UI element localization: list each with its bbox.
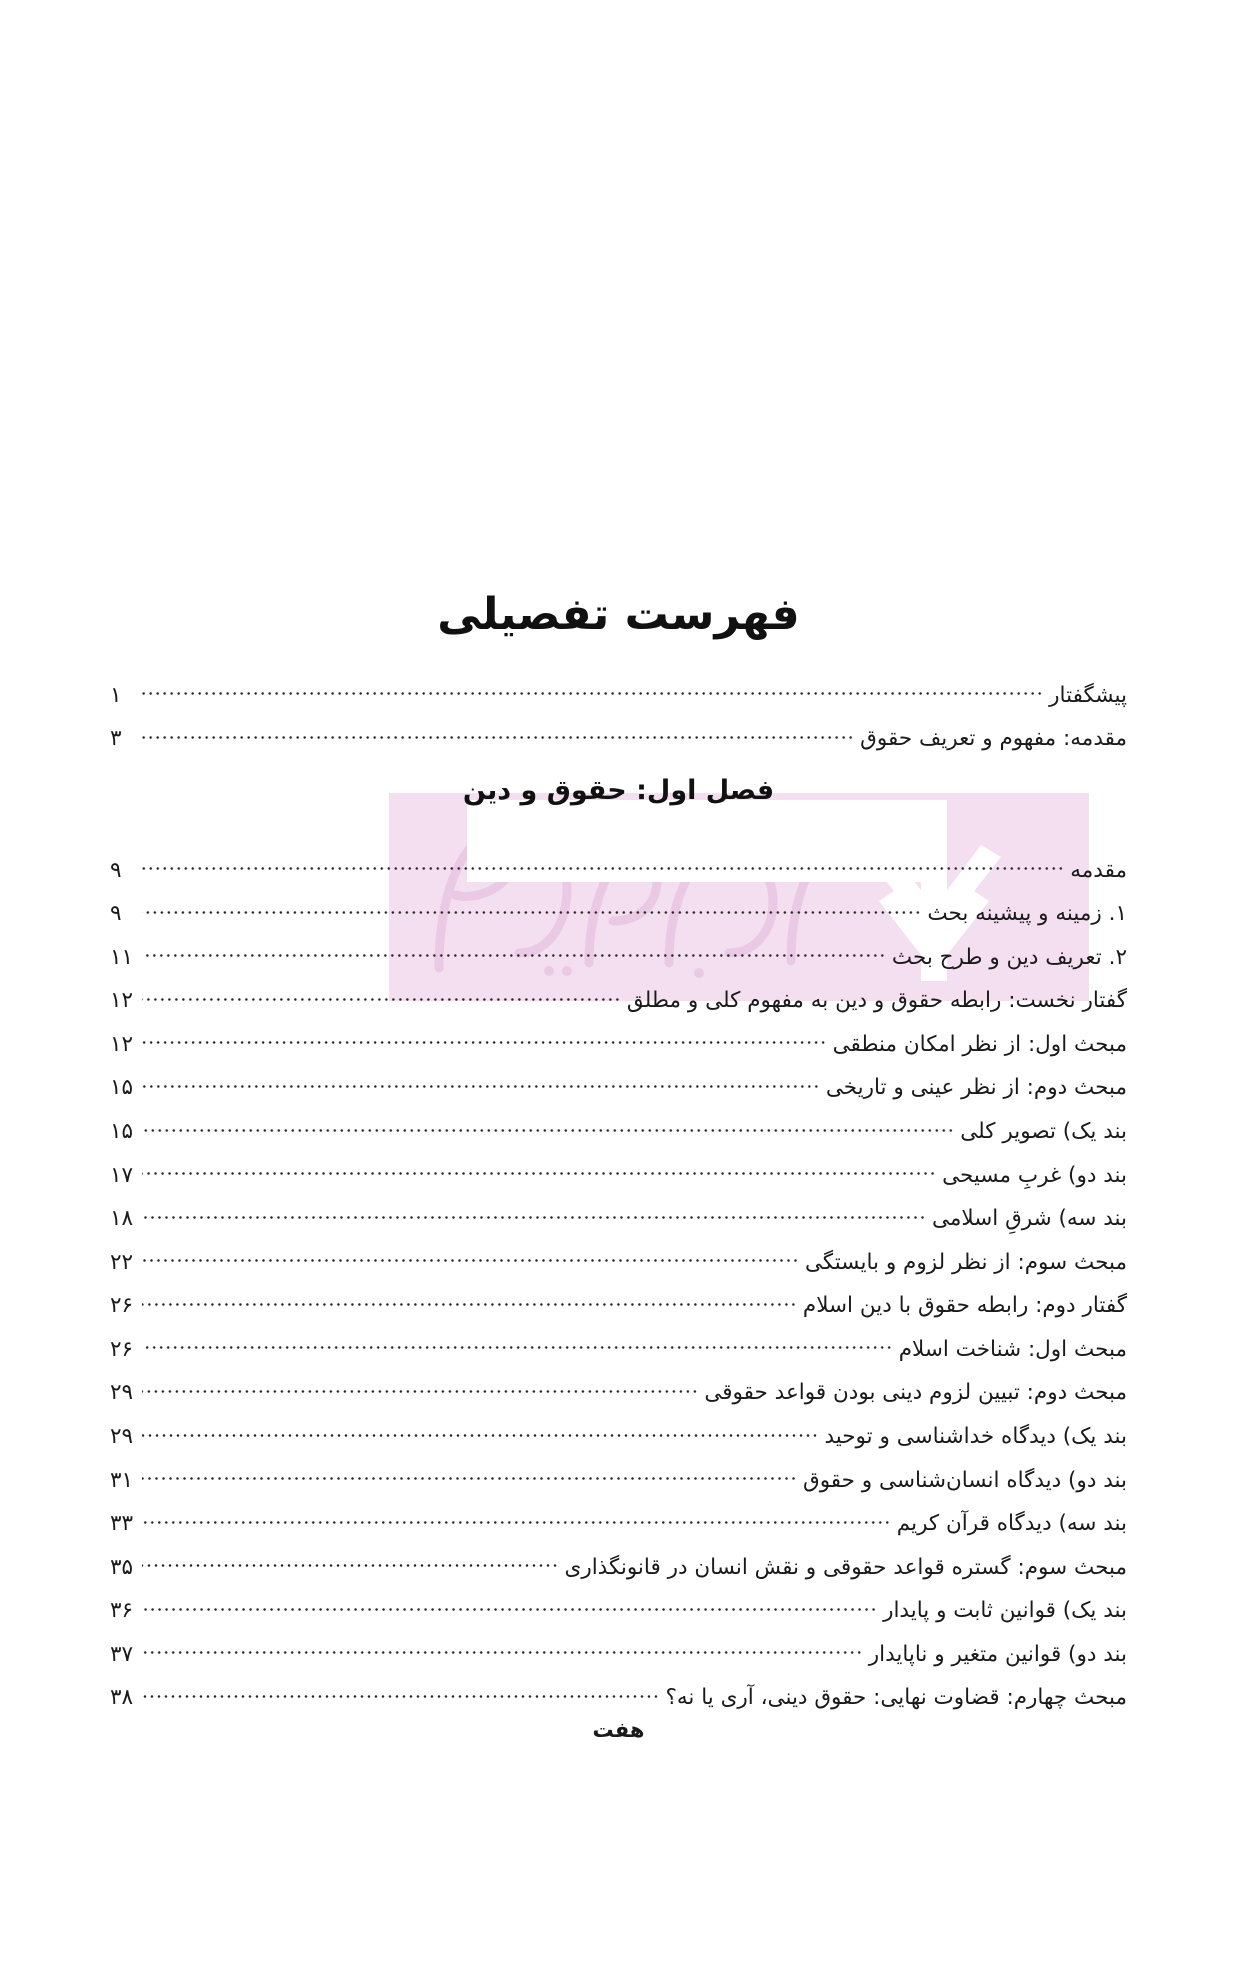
chapter-title: فصل اول: حقوق و دین bbox=[462, 775, 775, 807]
toc-page-number: ۲۹ bbox=[110, 1380, 134, 1406]
toc-page-number: ۳۱ bbox=[110, 1467, 134, 1493]
toc-entry-section-two-historical[interactable] bbox=[110, 1073, 1127, 1100]
toc-leader-dots bbox=[142, 1073, 820, 1095]
toc-page-number: ۳۸ bbox=[110, 1685, 134, 1711]
toc-entry-label: ۲. تعریف دین و طرح بحث bbox=[891, 944, 1127, 970]
toc-leader-dots bbox=[142, 1639, 863, 1661]
toc-leader-dots bbox=[142, 1465, 797, 1487]
toc-leader-dots bbox=[142, 1160, 936, 1182]
toc-entry-section-four-final-judgement[interactable] bbox=[110, 1683, 1127, 1710]
toc-entry-label: گفتار نخست: رابطه حقوق و دین به مفهوم کلی و مطلق bbox=[626, 988, 1127, 1014]
toc-leader-dots bbox=[142, 855, 1064, 877]
toc-entry-clause-three-islamic-east[interactable] bbox=[110, 1204, 1127, 1231]
toc-entry-label: بند دو) غربِ مسیحی bbox=[942, 1162, 1127, 1188]
toc-entry-label: مبحث دوم: از نظر عینی و تاریخی bbox=[825, 1075, 1127, 1101]
toc-entry-label: بند دو) دیدگاه انسان‌شناسی و حقوق bbox=[803, 1467, 1127, 1493]
toc-entry-label: مقدمه: مفهوم و تعریف حقوق bbox=[860, 726, 1127, 752]
toc-leader-dots bbox=[142, 1117, 954, 1139]
toc-leader-dots bbox=[142, 942, 886, 964]
toc-entry-label: بند دو) قوانین متغیر و ناپایدار bbox=[868, 1641, 1127, 1667]
toc-page-number: ۱۵ bbox=[110, 1075, 134, 1101]
toc-entry-background[interactable] bbox=[110, 899, 1127, 926]
toc-entry-section-two-religious-necessity[interactable] bbox=[110, 1378, 1127, 1405]
toc-page-number: ۲۲ bbox=[110, 1249, 134, 1275]
toc-leader-dots bbox=[142, 680, 1043, 702]
toc-entry-label: ۱. زمینه و پیشینه بحث bbox=[927, 901, 1127, 927]
toc-entry-label: بند سه) دیدگاه قرآن کریم bbox=[896, 1511, 1127, 1537]
page-title: فهرست تفصیلی bbox=[437, 589, 800, 641]
toc-page-number: ۲۶ bbox=[110, 1336, 134, 1362]
toc-entry-clause-one-fixed-laws[interactable] bbox=[110, 1596, 1127, 1623]
toc-entry-discourse-two[interactable] bbox=[110, 1291, 1127, 1318]
toc-page-number: ۹ bbox=[110, 857, 122, 883]
toc-entry-introduction[interactable] bbox=[110, 724, 1127, 751]
page-folio: هفت bbox=[592, 1718, 645, 1742]
toc-page-number: ۱ bbox=[110, 682, 122, 708]
toc-leader-dots bbox=[142, 1204, 926, 1226]
toc-page-number: ۹ bbox=[110, 901, 122, 927]
toc-entry-chapter-intro[interactable] bbox=[110, 855, 1127, 882]
toc-leader-dots bbox=[142, 1378, 698, 1400]
toc-page-number: ۳۷ bbox=[110, 1641, 134, 1667]
toc-page-number: ۳۶ bbox=[110, 1598, 134, 1624]
toc-entry-preface[interactable] bbox=[110, 680, 1127, 707]
toc-page-number: ۲۶ bbox=[110, 1293, 134, 1319]
toc-page-number: ۱۱ bbox=[110, 944, 134, 970]
toc-entry-label: مبحث چهارم: قضاوت نهایی: حقوق دینی، آری یا نه؟ bbox=[665, 1685, 1127, 1711]
toc-entry-clause-two-christian-west[interactable] bbox=[110, 1160, 1127, 1187]
toc-page-number: ۳۳ bbox=[110, 1511, 134, 1537]
toc-page-number: ۱۸ bbox=[110, 1206, 134, 1232]
toc-entry-clause-three-quran[interactable] bbox=[110, 1509, 1127, 1536]
toc-entry-clause-two-anthropology[interactable] bbox=[110, 1465, 1127, 1492]
toc-entry-label: پیشگفتار bbox=[1049, 682, 1127, 708]
toc-entry-label: گفتار دوم: رابطه حقوق با دین اسلام bbox=[802, 1293, 1127, 1319]
toc-entry-label: بند یک) قوانین ثابت و پایدار bbox=[883, 1598, 1127, 1624]
toc-entry-clause-one-theology[interactable] bbox=[110, 1421, 1127, 1448]
toc-entry-section-three-scope[interactable] bbox=[110, 1552, 1127, 1579]
toc-entry-section-one-knowing-islam[interactable] bbox=[110, 1334, 1127, 1361]
toc-leader-dots bbox=[142, 724, 854, 746]
table-of-contents bbox=[110, 680, 1127, 1726]
toc-page-number: ۲۹ bbox=[110, 1423, 134, 1449]
toc-leader-dots bbox=[142, 899, 921, 921]
toc-entry-label: مبحث سوم: گستره قواعد حقوقی و نقش انسان در قانونگذاری bbox=[564, 1554, 1127, 1580]
toc-entry-label: مبحث سوم: از نظر لزوم و بایستگی bbox=[805, 1249, 1127, 1275]
toc-leader-dots bbox=[142, 1421, 818, 1443]
toc-leader-dots bbox=[142, 986, 621, 1008]
toc-page-number: ۱۵ bbox=[110, 1119, 134, 1144]
toc-leader-dots bbox=[142, 1291, 797, 1313]
toc-page-number: ۱۲ bbox=[110, 988, 134, 1014]
toc-leader-dots bbox=[142, 1029, 827, 1051]
toc-page-number: ۱۷ bbox=[110, 1162, 134, 1188]
toc-entry-label: مبحث اول: شناخت اسلام bbox=[898, 1336, 1127, 1362]
toc-leader-dots bbox=[142, 1509, 891, 1531]
toc-page-number: ۳۵ bbox=[110, 1554, 134, 1580]
toc-leader-dots bbox=[142, 1683, 659, 1705]
toc-entry-label: مبحث اول: از نظر امکان منطقی bbox=[832, 1031, 1127, 1057]
toc-leader-dots bbox=[142, 1552, 559, 1574]
toc-entry-religion-definition[interactable] bbox=[110, 942, 1127, 969]
toc-entry-discourse-one[interactable] bbox=[110, 986, 1127, 1013]
toc-entry-label: بند یک) تصویر کلی bbox=[960, 1119, 1127, 1144]
toc-page-number: ۳ bbox=[110, 726, 122, 752]
chapter-banner bbox=[110, 767, 1127, 851]
toc-entry-label: مقدمه bbox=[1070, 857, 1127, 883]
toc-entry-clause-two-variable-laws[interactable] bbox=[110, 1639, 1127, 1666]
toc-entry-section-three-necessity[interactable] bbox=[110, 1247, 1127, 1274]
toc-leader-dots bbox=[142, 1596, 877, 1618]
toc-entry-label: مبحث دوم: تبیین لزوم دینی بودن قواعد حقوقی bbox=[704, 1380, 1127, 1406]
toc-entry-label: بند سه) شرقِ اسلامی bbox=[931, 1206, 1127, 1232]
toc-entry-section-one-logical[interactable] bbox=[110, 1029, 1127, 1056]
toc-leader-dots bbox=[142, 1247, 799, 1269]
toc-leader-dots bbox=[142, 1334, 893, 1356]
toc-entry-label: بند یک) دیدگاه خداشناسی و توحید bbox=[824, 1423, 1127, 1449]
toc-page-number: ۱۲ bbox=[110, 1031, 134, 1057]
toc-entry-clause-one-overview[interactable] bbox=[110, 1117, 1127, 1144]
